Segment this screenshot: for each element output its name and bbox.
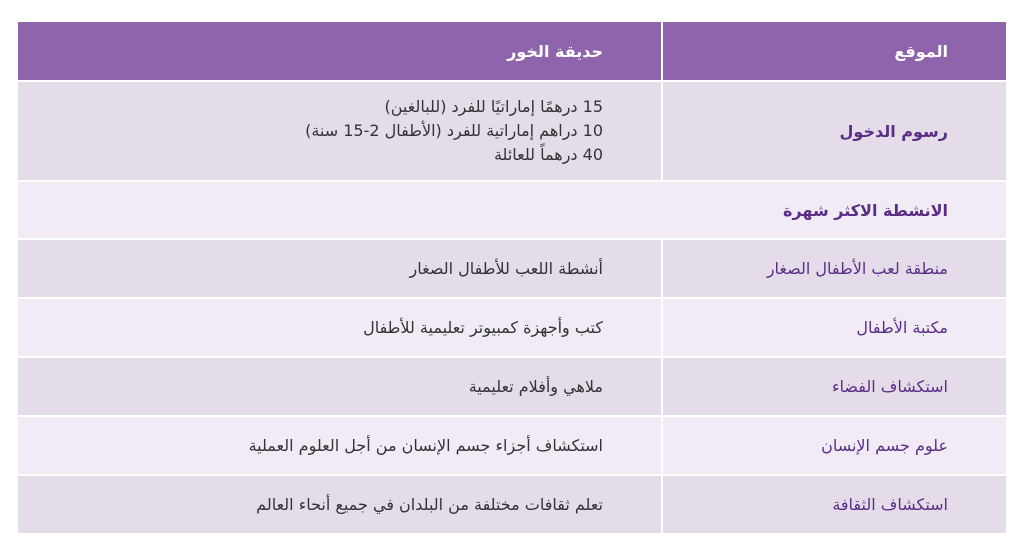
table-row <box>18 299 1006 358</box>
table-row <box>18 417 1006 476</box>
activity-name-cell <box>661 299 1006 356</box>
activity-name: علوم جسم الإنسان <box>821 436 948 455</box>
activity-desc-cell <box>18 476 661 533</box>
activity-name-cell <box>661 476 1006 533</box>
header-park-name: حديقة الخور <box>507 41 603 61</box>
table-row <box>18 358 1006 417</box>
header-location: الموقع <box>661 22 1006 80</box>
activity-name: منطقة لعب الأطفال الصغار <box>766 259 948 278</box>
activity-desc: استكشاف أجزاء جسم الإنسان من أجل العلوم العملية <box>248 436 603 455</box>
info-table <box>18 22 1006 535</box>
activity-name-cell <box>661 240 1006 297</box>
activity-desc-cell <box>18 240 661 297</box>
section-title-cell <box>18 182 1006 238</box>
activity-name: مكتبة الأطفال <box>856 318 948 337</box>
activity-desc-cell <box>18 358 661 415</box>
activity-name: استكشاف الفضاء <box>831 377 948 396</box>
fees-lines <box>305 95 603 167</box>
table-row-fees <box>18 82 1006 182</box>
fee-line-family: 40 درهماً للعائلة <box>493 145 603 164</box>
fees-value-cell <box>18 82 661 180</box>
fee-line-child: 10 دراهم إماراتية للفرد (الأطفال 2-15 سنة) <box>305 121 603 140</box>
activity-desc: تعلم ثقافات مختلفة من البلدان في جميع أنحاء العالم <box>256 495 603 514</box>
fees-label-cell <box>661 82 1006 180</box>
section-title: الانشطة الاكثر شهرة <box>783 200 948 220</box>
activity-desc: ملاهي وأفلام تعليمية <box>468 377 603 396</box>
table-header-row <box>18 22 1006 82</box>
activity-desc: أنشطة اللعب للأطفال الصغار <box>409 259 603 278</box>
table-row <box>18 476 1006 535</box>
activity-desc-cell <box>18 417 661 474</box>
activity-name-cell <box>661 358 1006 415</box>
activity-name: استكشاف الثقافة <box>832 495 948 514</box>
activity-name-cell <box>661 417 1006 474</box>
table-row <box>18 240 1006 299</box>
fees-label: رسوم الدخول <box>839 121 948 141</box>
section-title-row <box>18 182 1006 240</box>
activity-desc-cell <box>18 299 661 356</box>
activity-desc: كتب وأجهزة كمبيوتر تعليمية للأطفال <box>363 318 603 337</box>
fee-line-adult: 15 درهمًا إماراتيًا للفرد (للبالغين) <box>384 97 603 116</box>
